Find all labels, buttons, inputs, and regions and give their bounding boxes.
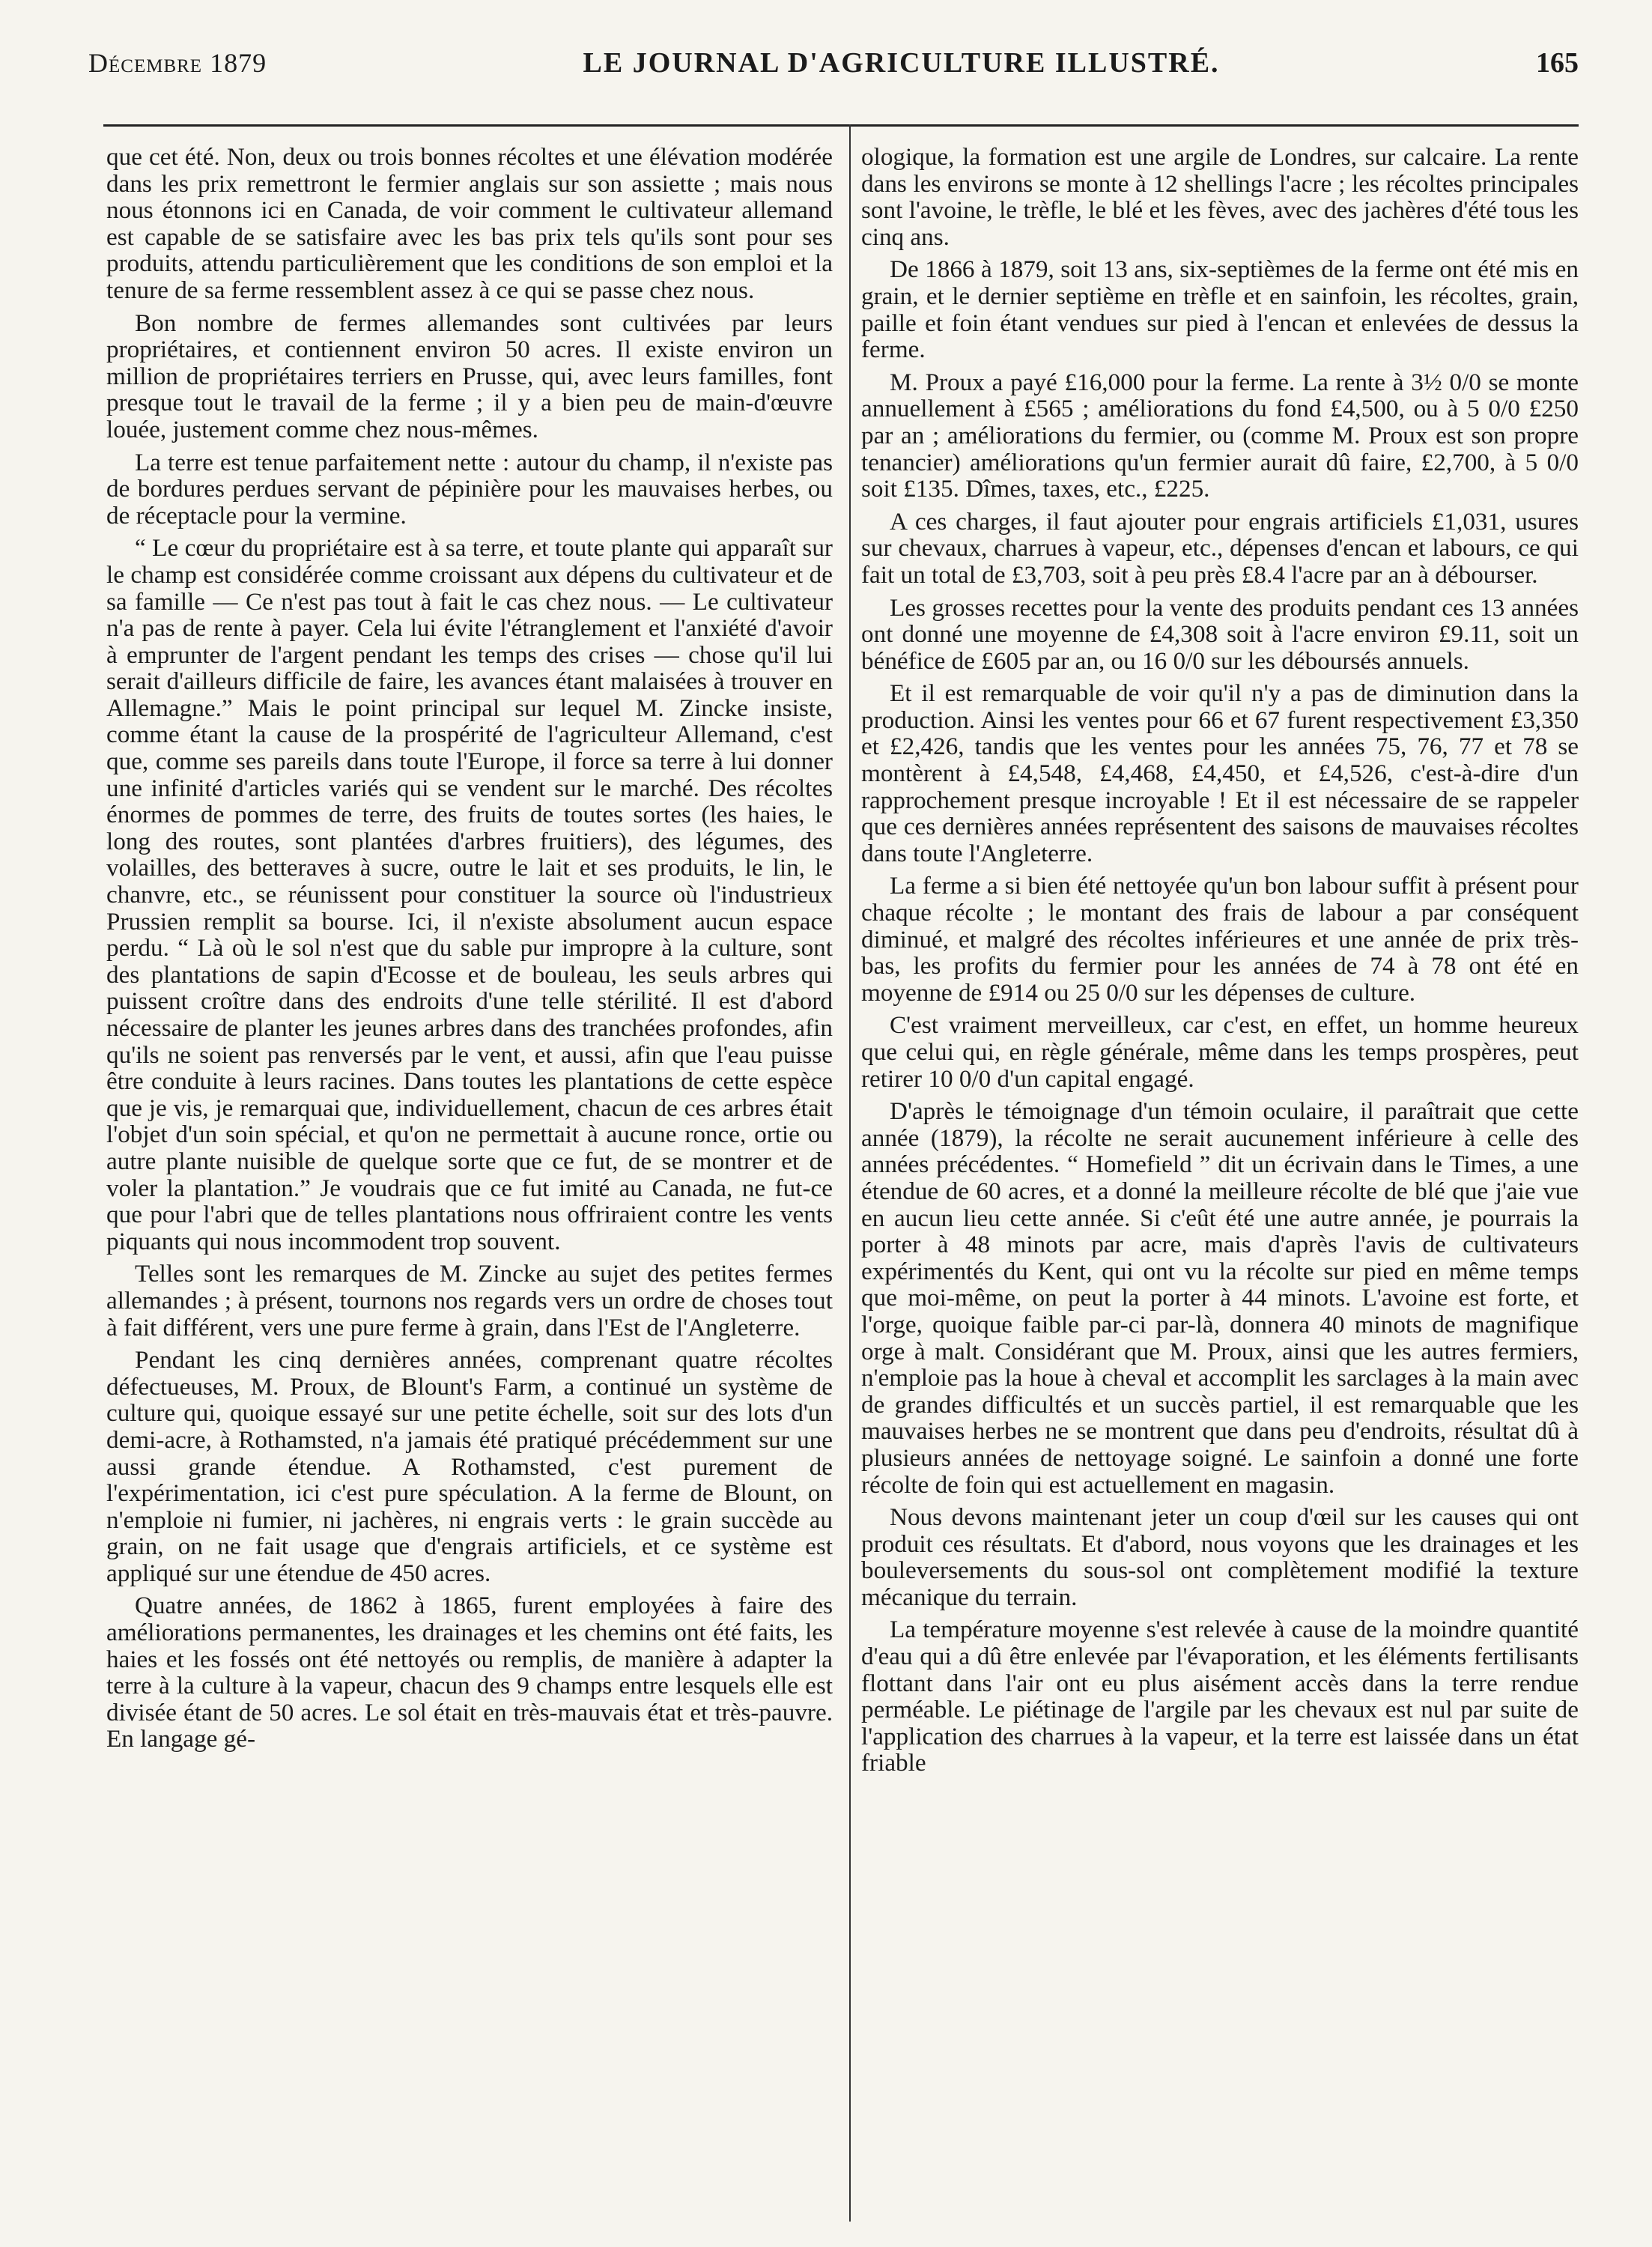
column-divider <box>849 124 851 2222</box>
paragraph: D'après le témoignage d'un témoin oculaire, il paraîtrait que cette année (1879), la récolte ne serait aucunement inférieure à celle des années précédentes. “ Homefield ” dit un écrivain dans le Times, a une étendue de 60 acres, et a donné la meilleure récolte de blé que j'aie vue en aucun lieu cette année. Si c'eût été une autre année, je pourrais la porter à 48 minots par acre, mais d'après l'avis de cultivateurs expérimentés du Kent, qui ont vu la récolte sur pied en même temps que moi-même, on peut la porter à 44 minots. L'avoine est forte, et l'orge, quoique faible par-ci par-là, donnera 40 minots de magnifique orge à malt. Considérant que M. Proux, ainsi que les autres fermiers, n'emploie pas la houe à cheval et accomplit les sarclages à la main avec de grandes difficultés et un succès partiel, il est remarquable que les mauvaises herbes ne se montrent que dans peu d'endroits, résultat dû à plusieurs années de nettoyage soigné. Le sainfoin a donné une forte récolte de foin qui est actuellement en magasin. <box>861 1097 1579 1499</box>
paragraph: Telles sont les remarques de M. Zincke au sujet des petites fermes allemandes ; à présent, tournons nos regards vers un ordre de choses tout à fait différent, vers une pure ferme à grain, dans l'Est de l'Angleterre. <box>106 1260 833 1341</box>
paragraph: La ferme a si bien été nettoyée qu'un bon labour suffit à présent pour chaque récolte ; le montant des frais de labour a par conséquent diminué, et malgré des récoltes inférieures et une année de prix très-bas, les profits du fermier pour les années de 74 à 78 ont été en moyenne de £914 ou 25 0/0 sur les dépenses de culture. <box>861 872 1579 1007</box>
paragraph: que cet été. Non, deux ou trois bonnes récoltes et une élévation modérée dans les prix remettront le fermier anglais sur son assiette ; mais nous nous étonnons ici en Canada, de voir comment le cultivateur allemand est capable de se satisfaire avec les bas prix tels qu'ils sont pour ses produits, attendu particulièrement que les conditions de son emploi et la tenure de sa ferme ressemblent assez à ce qui se passe chez nous. <box>106 143 833 304</box>
paragraph: A ces charges, il faut ajouter pour engrais artificiels £1,031, usures sur chevaux, charrues à vapeur, etc., dépenses d'encan et labours, ce qui fait un total de £3,703, soit à peu près £8.4 l'acre par an à débourser. <box>861 507 1579 589</box>
paragraph: Bon nombre de fermes allemandes sont cultivées par leurs propriétaires, et contiennent environ 50 acres. Il existe environ un million de propriétaires terriers en Prusse, qui, avec leurs familles, font presque tout le travail de la ferme ; il y a bien peu de main-d'œuvre louée, justement comme chez nous-mêmes. <box>106 309 833 443</box>
paragraph: Pendant les cinq dernières années, comprenant quatre récoltes défectueuses, M. Proux, de Blount's Farm, a continué un système de culture qui, quoique essayé sur une petite échelle, soit sur des lots d'un demi-acre, à Rothamsted, n'a jamais été pratiqué précédemment sur une aussi grande étendue. A Rothamsted, c'est purement de l'expérimentation, ici c'est pure spéculation. A la ferme de Blount, on n'emploie ni fumier, ni jachères, ni engrais verts : le grain succède au grain, on ne fait usage que d'engrais artificiels, et ce système est appliqué sur une étendue de 450 acres. <box>106 1346 833 1587</box>
running-header <box>88 46 1579 91</box>
paragraph: Et il est remarquable de voir qu'il n'y a pas de diminution dans la production. Ainsi les ventes pour 66 et 67 furent respectivement £3,350 et £2,426, tandis que les ventes pour les années 75, 76, 77 et 78 se montèrent à £4,548, £4,468, £4,450, et £4,526, c'est-à-dire d'un rapprochement presque incroyable ! Et il est nécessaire de se rappeler que ces dernières années représentent des saisons de mauvaises récoltes dans toute l'Angleterre. <box>861 679 1579 867</box>
paragraph: De 1866 à 1879, soit 13 ans, six-septièmes de la ferme ont été mis en grain, et le dernier septième en trèfle et en sainfoin, les récoltes, grain, paille et foin étant vendues sur pied à l'encan et enlevées de dessus la ferme. <box>861 255 1579 364</box>
paragraph: “ Le cœur du propriétaire est à sa terre, et toute plante qui apparaît sur le champ est considérée comme croissant aux dépens du cultivateur et de sa famille — Ce n'est pas tout à fait le cas chez nous. — Le cultivateur n'a pas de rente à payer. Cela lui évite l'étranglement et l'anxiété d'avoir à emprunter de l'argent pendant les temps des crises — chose qu'il lui serait d'ailleurs difficile de faire, les avances étant malaisées à trouver en Allemagne.” Mais le point principal sur lequel M. Zincke insiste, comme étant la cause de la prospérité de l'agriculteur Allemand, c'est que, comme ses pareils dans toute l'Europe, il force sa terre à lui donner une infinité d'articles variés qui se vendent sur le marché. Des récoltes énormes de pommes de terre, des fruits de toutes sortes (les haies, le long des routes, sont plantées d'arbres fruitiers), des légumes, des volailles, des betteraves à sucre, outre le lait et ses produits, le lin, le chanvre, etc., se réunissent pour constituer la source où l'industrieux Prussien remplit sa bourse. Ici, il n'existe absolument aucun espace perdu. “ Là où le sol n'est que du sable pur impropre à la culture, sont des plantations de sapin d'Ecosse et de bouleau, les seuls arbres qui puissent croître dans des endroits d'une telle stérilité. Il est d'abord nécessaire de planter les jeunes arbres dans des tranchées profondes, afin qu'ils ne soient pas renversés par le vent, et aussi, afin que l'eau puisse être conduite à leurs racines. Dans toutes les plantations de cette espèce que je vis, je remarquai que, individuellement, chacun de ces arbres était l'objet d'un soin spécial, et qu'on ne permettait à aucune ronce, ortie ou autre plante nuisible de quelque sorte que ce fut, de se montrer et de voler la plantation.” Je voudrais que ce fut imité au Canada, ne fut-ce que pour l'abri que de telles plantations nous offriraient contre les vents piquants qui nous incommodent trop souvent. <box>106 534 833 1255</box>
paragraph: La terre est tenue parfaitement nette : autour du champ, il n'existe pas de bordures perdues servant de pépinière pour les mauvaises herbes, ou de réceptacle pour la vermine. <box>106 448 833 530</box>
left-column <box>106 144 833 1759</box>
paragraph: Nous devons maintenant jeter un coup d'œil sur les causes qui ont produit ces résultats. Et d'abord, nous voyons que les drainages et les bouleversements du sous-sol ont complètement modifié la texture mécanique du terrain. <box>861 1503 1579 1611</box>
paragraph: Quatre années, de 1862 à 1865, furent employées à faire des améliorations permanentes, les drainages et les chemins ont été faits, les haies et les fossés ont été nettoyés ou remplis, de manière à adapter la terre à la culture à la vapeur, chacun des 9 champs entre lesquels elle est divisée étant de 50 acres. Le sol était en très-mauvais état et très-pauvre. En langage gé- <box>106 1592 833 1753</box>
paragraph: C'est vraiment merveilleux, car c'est, en effet, un homme heureux que celui qui, en règle générale, même dans les temps prospères, peut retirer 10 0/0 d'un capital engagé. <box>861 1011 1579 1093</box>
paragraph: Les grosses recettes pour la vente des produits pendant ces 13 années ont donné une moyenne de £4,308 soit à l'acre environ £9.11, soit un bénéfice de £605 par an, ou 16 0/0 sur les déboursés annuels. <box>861 593 1579 675</box>
paragraph: M. Proux a payé £16,000 pour la ferme. La rente à 3½ 0/0 se monte annuellement à £565 ; améliorations du fond £4,500, ou à 5 0/0 £250 par an ; améliorations du fermier, ou (comme M. Proux est son propre tenancier) améliorations qu'un fermier aurait dû faire, £2,700, à 5 0/0 soit £135. Dîmes, taxes, etc., £225. <box>861 368 1579 503</box>
page-number: 165 <box>1536 47 1579 79</box>
header-date: Décembre 1879 <box>88 48 267 78</box>
paragraph: La température moyenne s'est relevée à cause de la moindre quantité d'eau qui a dû être enlevée par l'évaporation, et les éléments fertilisants flottant dans l'air ont eu plus aisément accès dans la terre rendue perméable. Le piétinage de l'argile par les chevaux est nul par suite de l'application des charrues à la vapeur, et la terre est laissée dans un état friable <box>861 1616 1579 1777</box>
right-column <box>861 144 1579 1783</box>
header-rule <box>103 124 1579 127</box>
journal-title: LE JOURNAL D'AGRICULTURE ILLUSTRÉ. <box>583 47 1220 79</box>
paragraph: ologique, la formation est une argile de Londres, sur calcaire. La rente dans les environs se monte à 12 shellings l'acre ; les récoltes principales sont l'avoine, le trèfle, le blé et les fèves, avec des jachères d'été tous les cinq ans. <box>861 143 1579 251</box>
